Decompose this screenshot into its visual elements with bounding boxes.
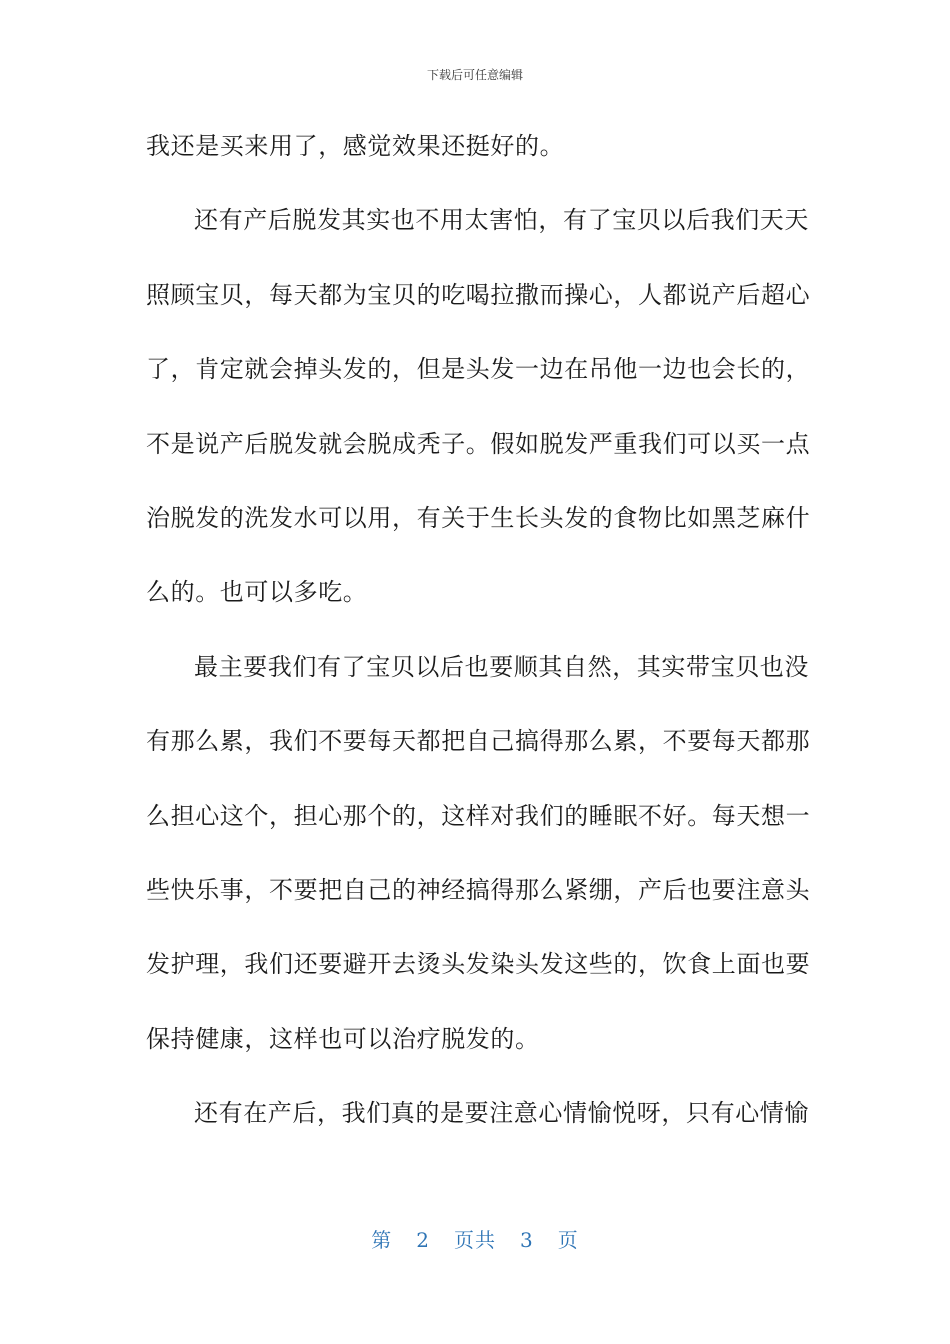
text-line: 么的。也可以多吃。 <box>146 578 368 607</box>
page-footer <box>0 1224 950 1253</box>
total-pages-number: 3 <box>520 1228 534 1252</box>
text-line: 不是说产后脱发就会脱成秃子。假如脱发严重我们可以买一点 <box>146 429 811 458</box>
text-line: 治脱发的洗发水可以用，有关于生长头发的食物比如黑芝麻什 <box>146 503 811 532</box>
document-body <box>146 128 811 1169</box>
text-line: 有那么累，我们不要每天都把自己搞得那么累，不要每天都那 <box>146 727 811 756</box>
header-note: 下载后可任意编辑 <box>426 68 523 82</box>
text-line: 些快乐事，不要把自己的神经搞得那么紧绷，产后也要注意头 <box>146 875 811 904</box>
text-line: 么担心这个，担心那个的，这样对我们的睡眠不好。每天想一 <box>146 801 811 830</box>
text-line: 照顾宝贝，每天都为宝贝的吃喝拉撒而操心，人都说产后超心 <box>146 280 811 309</box>
text-line: 还有在产后，我们真的是要注意心情愉悦呀，只有心情愉 <box>194 1099 809 1128</box>
text-line: 最主要我们有了宝贝以后也要顺其自然，其实带宝贝也没 <box>194 652 809 681</box>
text-line: 保持健康，这样也可以治疗脱发的。 <box>146 1024 540 1053</box>
text-line: 了，肯定就会掉头发的，但是头发一边在吊他一边也会长的， <box>146 355 811 384</box>
text-line: 我还是买来用了，感觉效果还挺好的。 <box>146 132 565 160</box>
footer-prefix: 第 <box>371 1228 393 1252</box>
footer-suffix: 页 <box>557 1228 579 1252</box>
text-line: 发护理，我们还要避开去烫头发染头发这些的，饮食上面也要 <box>146 950 811 979</box>
current-page-number: 2 <box>416 1228 430 1252</box>
footer-middle: 页共 <box>454 1228 496 1252</box>
text-line: 还有产后脱发其实也不用太害怕，有了宝贝以后我们天天 <box>194 206 809 235</box>
